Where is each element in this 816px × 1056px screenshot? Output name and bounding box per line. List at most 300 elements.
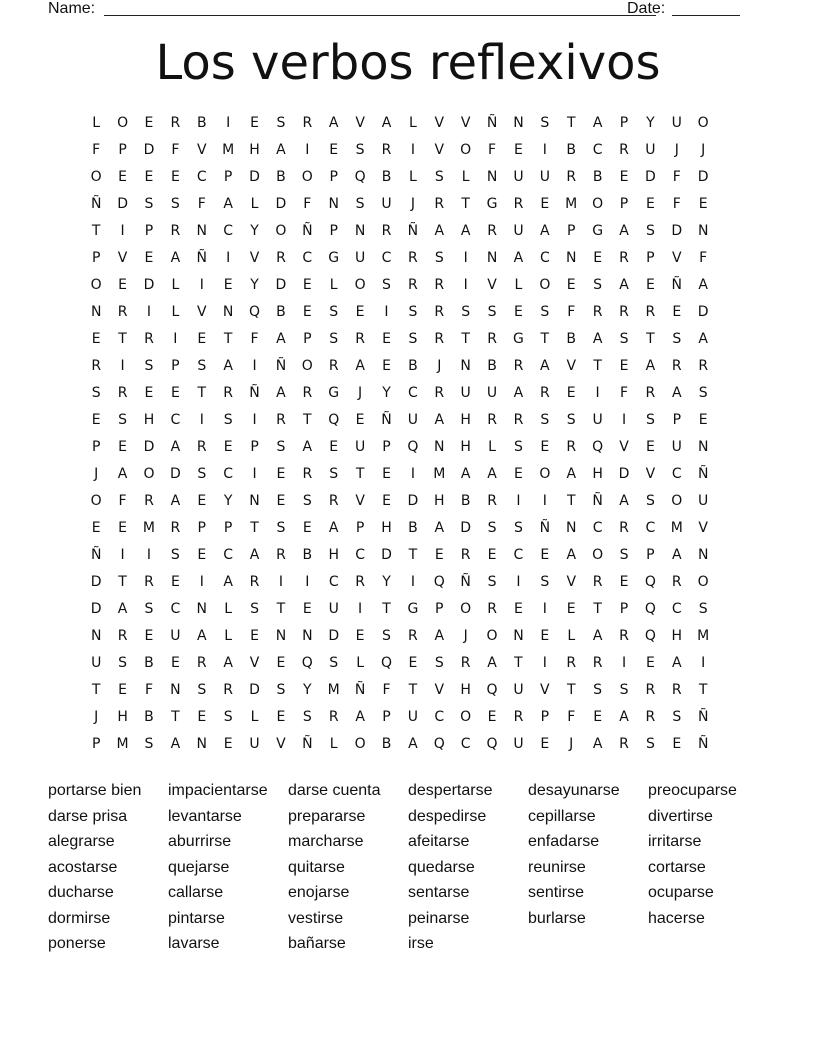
grid-cell[interactable]: S — [514, 439, 523, 455]
grid-cell[interactable]: P — [567, 223, 576, 239]
grid-cell[interactable]: R — [619, 250, 629, 266]
grid-cell[interactable]: S — [382, 628, 391, 644]
grid-cell[interactable]: S — [197, 466, 207, 482]
grid-cell[interactable]: R — [434, 331, 445, 347]
grid-cell[interactable]: F — [303, 196, 312, 212]
grid-cell[interactable]: R — [302, 115, 313, 131]
grid-cell[interactable]: S — [540, 412, 550, 428]
grid-cell[interactable]: D — [381, 547, 392, 563]
grid-cell[interactable]: A — [698, 331, 708, 347]
grid-cell[interactable]: H — [117, 709, 128, 725]
grid-cell[interactable]: P — [250, 439, 259, 455]
grid-cell[interactable]: E — [118, 682, 128, 698]
grid-cell[interactable]: M — [116, 736, 129, 752]
grid-cell[interactable]: E — [276, 493, 286, 509]
grid-cell[interactable]: C — [223, 466, 234, 482]
grid-cell[interactable]: H — [460, 682, 471, 698]
grid-cell[interactable]: I — [252, 358, 257, 374]
grid-cell[interactable]: C — [671, 601, 682, 617]
grid-cell[interactable]: M — [222, 142, 235, 158]
grid-cell[interactable]: T — [118, 574, 127, 590]
grid-cell[interactable]: S — [645, 412, 655, 428]
grid-cell[interactable]: F — [171, 142, 180, 158]
grid-cell[interactable]: I — [226, 250, 231, 266]
grid-cell[interactable]: Ñ — [381, 412, 392, 428]
grid-cell[interactable]: I — [252, 466, 257, 482]
grid-cell[interactable]: T — [593, 358, 602, 374]
grid-cell[interactable]: C — [592, 520, 603, 536]
grid-cell[interactable]: I — [120, 547, 125, 563]
grid-cell[interactable]: R — [434, 385, 445, 401]
grid-cell[interactable]: Q — [486, 682, 498, 698]
grid-cell[interactable]: B — [381, 736, 392, 752]
grid-cell[interactable]: S — [355, 196, 365, 212]
grid-cell[interactable]: E — [593, 709, 603, 725]
grid-cell[interactable]: Ñ — [486, 115, 498, 131]
grid-cell[interactable]: R — [513, 709, 524, 725]
grid-cell[interactable]: L — [408, 115, 417, 131]
grid-cell[interactable]: H — [143, 412, 155, 428]
grid-cell[interactable]: E — [698, 412, 708, 428]
grid-cell[interactable]: B — [276, 169, 286, 185]
grid-cell[interactable]: Ñ — [302, 736, 313, 752]
grid-cell[interactable]: E — [355, 628, 365, 644]
grid-cell[interactable]: S — [487, 574, 497, 590]
grid-cell[interactable]: E — [197, 331, 207, 347]
grid-cell[interactable]: U — [354, 439, 366, 455]
grid-cell[interactable]: S — [540, 304, 550, 320]
grid-cell[interactable]: Q — [433, 736, 445, 752]
grid-cell[interactable]: S — [645, 493, 655, 509]
grid-cell[interactable]: A — [276, 385, 286, 401]
grid-cell[interactable]: S — [276, 115, 286, 131]
grid-cell[interactable]: J — [94, 466, 99, 482]
grid-cell[interactable]: R — [196, 655, 207, 671]
grid-cell[interactable]: A — [487, 655, 497, 671]
grid-cell[interactable]: E — [223, 736, 233, 752]
grid-cell[interactable]: T — [566, 682, 576, 698]
grid-cell[interactable]: A — [355, 358, 365, 374]
grid-cell[interactable]: V — [672, 250, 682, 266]
grid-cell[interactable]: M — [327, 682, 340, 698]
grid-cell[interactable]: S — [223, 412, 233, 428]
grid-cell[interactable]: E — [91, 412, 101, 428]
grid-cell[interactable]: F — [699, 250, 708, 266]
grid-cell[interactable]: J — [437, 358, 442, 374]
grid-cell[interactable]: H — [460, 439, 471, 455]
grid-cell[interactable]: U — [460, 385, 471, 401]
grid-cell[interactable]: N — [697, 547, 709, 563]
grid-cell[interactable]: U — [513, 682, 524, 698]
grid-cell[interactable]: E — [276, 655, 286, 671]
grid-cell[interactable]: Y — [223, 493, 233, 509]
grid-cell[interactable]: E — [540, 547, 550, 563]
grid-cell[interactable]: V — [196, 304, 207, 320]
grid-cell[interactable]: P — [303, 331, 312, 347]
grid-cell[interactable]: M — [697, 628, 710, 644]
grid-cell[interactable]: T — [91, 223, 101, 239]
grid-cell[interactable]: Ñ — [697, 709, 709, 725]
grid-cell[interactable]: I — [542, 655, 547, 671]
grid-cell[interactable]: S — [408, 304, 418, 320]
grid-cell[interactable]: I — [463, 250, 468, 266]
grid-cell[interactable]: S — [382, 277, 391, 293]
grid-cell[interactable]: R — [196, 439, 207, 455]
grid-cell[interactable]: J — [463, 628, 468, 644]
grid-cell[interactable]: B — [408, 520, 418, 536]
grid-cell[interactable]: A — [434, 412, 445, 428]
grid-cell[interactable]: I — [463, 277, 468, 293]
grid-cell[interactable]: T — [91, 682, 101, 698]
grid-cell[interactable]: A — [566, 547, 577, 563]
grid-cell[interactable]: R — [408, 277, 418, 293]
grid-cell[interactable]: H — [381, 520, 392, 536]
grid-cell[interactable]: N — [222, 304, 234, 320]
grid-cell[interactable]: E — [619, 169, 629, 185]
grid-cell[interactable]: O — [354, 736, 366, 752]
grid-cell[interactable]: O — [460, 709, 472, 725]
grid-cell[interactable]: P — [329, 169, 338, 185]
grid-cell[interactable]: V — [460, 115, 471, 131]
grid-cell[interactable]: R — [170, 115, 181, 131]
grid-cell[interactable]: R — [619, 304, 629, 320]
grid-cell[interactable]: I — [199, 412, 204, 428]
grid-cell[interactable]: Ñ — [407, 223, 419, 239]
grid-cell[interactable]: C — [539, 250, 550, 266]
grid-cell[interactable]: E — [672, 736, 682, 752]
grid-cell[interactable]: R — [328, 709, 339, 725]
grid-cell[interactable]: C — [645, 520, 656, 536]
grid-cell[interactable]: A — [170, 439, 181, 455]
grid-cell[interactable]: T — [303, 412, 312, 428]
grid-cell[interactable]: S — [144, 196, 154, 212]
grid-cell[interactable]: C — [460, 736, 471, 752]
grid-cell[interactable]: U — [513, 736, 524, 752]
grid-cell[interactable]: S — [698, 601, 708, 617]
grid-cell[interactable]: C — [381, 250, 392, 266]
grid-cell[interactable]: T — [408, 547, 418, 563]
grid-cell[interactable]: T — [646, 331, 655, 347]
grid-cell[interactable]: A — [619, 277, 629, 293]
grid-cell[interactable]: S — [461, 304, 471, 320]
grid-cell[interactable]: A — [434, 628, 445, 644]
grid-cell[interactable]: N — [486, 250, 498, 266]
grid-cell[interactable]: F — [567, 304, 576, 320]
grid-cell[interactable]: B — [144, 709, 154, 725]
grid-cell[interactable]: A — [408, 736, 418, 752]
grid-cell[interactable]: S — [566, 412, 576, 428]
grid-cell[interactable]: E — [250, 115, 259, 131]
grid-cell[interactable]: C — [196, 169, 207, 185]
grid-cell[interactable]: S — [593, 277, 603, 293]
grid-cell[interactable]: N — [513, 628, 524, 644]
grid-cell[interactable]: R — [223, 385, 234, 401]
grid-cell[interactable]: V — [540, 682, 550, 698]
grid-cell[interactable]: F — [250, 331, 259, 347]
grid-cell[interactable]: A — [698, 277, 708, 293]
grid-cell[interactable]: C — [592, 142, 603, 158]
grid-cell[interactable]: T — [118, 331, 127, 347]
grid-cell[interactable]: F — [619, 385, 629, 401]
grid-cell[interactable]: E — [144, 628, 154, 644]
grid-cell[interactable]: R — [645, 709, 656, 725]
grid-cell[interactable]: D — [328, 628, 340, 644]
grid-cell[interactable]: O — [275, 223, 287, 239]
grid-cell[interactable]: F — [488, 142, 497, 158]
grid-cell[interactable]: N — [354, 223, 366, 239]
grid-cell[interactable]: V — [619, 439, 629, 455]
grid-cell[interactable]: L — [171, 277, 180, 293]
grid-cell[interactable]: L — [408, 169, 417, 185]
grid-cell[interactable]: R — [170, 223, 181, 239]
grid-cell[interactable]: S — [118, 412, 128, 428]
grid-cell[interactable]: N — [434, 439, 445, 455]
grid-cell[interactable]: S — [144, 601, 154, 617]
grid-cell[interactable]: R — [513, 412, 524, 428]
grid-cell[interactable]: H — [592, 466, 603, 482]
grid-cell[interactable]: O — [697, 115, 709, 131]
grid-cell[interactable]: O — [460, 601, 472, 617]
grid-cell[interactable]: V — [355, 115, 365, 131]
grid-cell[interactable]: Y — [250, 223, 259, 239]
grid-cell[interactable]: E — [197, 709, 207, 725]
grid-cell[interactable]: E — [566, 385, 576, 401]
grid-cell[interactable]: E — [382, 358, 391, 374]
grid-cell[interactable]: V — [645, 466, 656, 482]
grid-cell[interactable]: A — [540, 223, 550, 239]
grid-cell[interactable]: R — [144, 574, 154, 590]
grid-cell[interactable]: Q — [592, 439, 604, 455]
grid-cell[interactable]: V — [434, 142, 445, 158]
grid-cell[interactable]: S — [197, 682, 207, 698]
grid-cell[interactable]: I — [384, 304, 389, 320]
grid-cell[interactable]: T — [566, 115, 576, 131]
grid-cell[interactable]: U — [381, 196, 392, 212]
grid-cell[interactable]: R — [619, 142, 629, 158]
grid-cell[interactable]: Y — [250, 277, 259, 293]
grid-cell[interactable]: B — [592, 169, 603, 185]
grid-cell[interactable]: I — [516, 574, 521, 590]
grid-cell[interactable]: J — [94, 709, 99, 725]
grid-cell[interactable]: U — [539, 169, 550, 185]
grid-cell[interactable]: S — [144, 358, 154, 374]
grid-cell[interactable]: U — [645, 142, 656, 158]
grid-cell[interactable]: A — [566, 466, 577, 482]
grid-cell[interactable]: L — [329, 736, 338, 752]
grid-cell[interactable]: A — [487, 466, 497, 482]
grid-cell[interactable]: T — [461, 331, 470, 347]
grid-cell[interactable]: C — [434, 709, 445, 725]
grid-cell[interactable]: E — [408, 655, 418, 671]
grid-cell[interactable]: R — [355, 331, 365, 347]
grid-cell[interactable]: P — [619, 196, 629, 212]
grid-cell[interactable]: Q — [380, 655, 392, 671]
grid-cell[interactable]: E — [540, 439, 550, 455]
grid-cell[interactable]: Ñ — [460, 574, 471, 590]
grid-cell[interactable]: A — [276, 142, 286, 158]
grid-cell[interactable]: L — [356, 655, 364, 671]
grid-cell[interactable]: D — [460, 520, 472, 536]
grid-cell[interactable]: R — [460, 547, 471, 563]
grid-cell[interactable]: E — [144, 169, 154, 185]
grid-cell[interactable]: Q — [407, 439, 419, 455]
grid-cell[interactable]: E — [197, 547, 207, 563]
grid-cell[interactable]: B — [487, 358, 497, 374]
grid-cell[interactable]: D — [143, 277, 155, 293]
grid-cell[interactable]: R — [645, 385, 656, 401]
grid-cell[interactable]: D — [697, 169, 709, 185]
grid-cell[interactable]: R — [645, 304, 656, 320]
grid-cell[interactable]: P — [382, 709, 391, 725]
grid-cell[interactable]: A — [170, 250, 181, 266]
grid-cell[interactable]: E — [619, 358, 629, 374]
grid-cell[interactable]: E — [118, 439, 128, 455]
grid-cell[interactable]: T — [276, 601, 286, 617]
grid-cell[interactable]: O — [301, 169, 313, 185]
grid-cell[interactable]: D — [169, 466, 181, 482]
grid-cell[interactable]: N — [196, 601, 207, 617]
grid-cell[interactable]: Q — [354, 169, 366, 185]
grid-cell[interactable]: R — [513, 358, 524, 374]
grid-cell[interactable]: S — [645, 736, 655, 752]
grid-cell[interactable]: R — [619, 736, 629, 752]
grid-cell[interactable]: E — [118, 277, 128, 293]
grid-cell[interactable]: A — [249, 547, 260, 563]
grid-cell[interactable]: R — [117, 385, 128, 401]
grid-cell[interactable]: R — [487, 412, 497, 428]
grid-cell[interactable]: S — [223, 709, 233, 725]
grid-cell[interactable]: D — [143, 142, 155, 158]
grid-cell[interactable]: D — [249, 169, 260, 185]
grid-cell[interactable]: E — [144, 385, 154, 401]
grid-cell[interactable]: I — [173, 331, 178, 347]
grid-cell[interactable]: C — [223, 223, 234, 239]
grid-cell[interactable]: E — [276, 466, 286, 482]
grid-cell[interactable]: J — [674, 142, 679, 158]
grid-cell[interactable]: G — [486, 196, 498, 212]
grid-cell[interactable]: G — [592, 223, 604, 239]
grid-cell[interactable]: J — [410, 196, 415, 212]
grid-cell[interactable]: M — [433, 466, 446, 482]
grid-cell[interactable]: Ñ — [354, 682, 366, 698]
grid-cell[interactable]: I — [120, 223, 125, 239]
grid-cell[interactable]: T — [355, 466, 365, 482]
grid-cell[interactable]: F — [672, 196, 681, 212]
grid-cell[interactable]: R — [302, 385, 313, 401]
grid-cell[interactable]: I — [305, 142, 310, 158]
grid-cell[interactable]: O — [539, 466, 551, 482]
grid-cell[interactable]: E — [540, 736, 550, 752]
grid-cell[interactable]: U — [407, 412, 418, 428]
grid-cell[interactable]: L — [567, 628, 576, 644]
grid-cell[interactable]: I — [542, 142, 547, 158]
grid-cell[interactable]: O — [671, 493, 683, 509]
grid-cell[interactable]: S — [408, 331, 418, 347]
grid-cell[interactable]: B — [196, 115, 207, 131]
grid-cell[interactable]: O — [592, 196, 604, 212]
grid-cell[interactable]: S — [645, 223, 655, 239]
grid-cell[interactable]: S — [144, 736, 154, 752]
grid-cell[interactable]: B — [566, 142, 577, 158]
grid-cell[interactable]: S — [329, 304, 339, 320]
grid-cell[interactable]: E — [197, 493, 207, 509]
grid-cell[interactable]: I — [120, 358, 125, 374]
grid-cell[interactable]: C — [170, 412, 181, 428]
grid-cell[interactable]: T — [171, 709, 180, 725]
grid-cell[interactable]: U — [698, 493, 709, 509]
grid-cell[interactable]: R — [223, 682, 234, 698]
grid-cell[interactable]: S — [672, 709, 682, 725]
grid-cell[interactable]: O — [697, 574, 709, 590]
grid-cell[interactable]: I — [410, 466, 415, 482]
grid-cell[interactable]: G — [513, 331, 524, 347]
grid-cell[interactable]: D — [143, 439, 155, 455]
grid-cell[interactable]: R — [249, 574, 260, 590]
grid-cell[interactable]: O — [301, 358, 313, 374]
grid-cell[interactable]: L — [224, 628, 233, 644]
grid-cell[interactable]: R — [566, 655, 577, 671]
grid-cell[interactable]: U — [671, 439, 682, 455]
grid-cell[interactable]: S — [487, 520, 497, 536]
grid-cell[interactable]: V — [487, 277, 497, 293]
grid-cell[interactable]: N — [170, 682, 181, 698]
grid-cell[interactable]: E — [170, 655, 180, 671]
grid-cell[interactable]: E — [144, 115, 154, 131]
grid-cell[interactable]: E — [170, 385, 180, 401]
grid-cell[interactable]: E — [91, 331, 101, 347]
grid-cell[interactable]: S — [170, 547, 180, 563]
grid-cell[interactable]: L — [171, 304, 180, 320]
grid-cell[interactable]: P — [197, 520, 206, 536]
grid-cell[interactable]: R — [117, 304, 128, 320]
grid-cell[interactable]: I — [542, 601, 547, 617]
grid-cell[interactable]: A — [672, 385, 682, 401]
grid-cell[interactable]: E — [91, 520, 101, 536]
grid-cell[interactable]: B — [302, 547, 313, 563]
grid-cell[interactable]: A — [592, 736, 603, 752]
grid-cell[interactable]: Ñ — [697, 736, 709, 752]
grid-cell[interactable]: S — [619, 682, 629, 698]
grid-cell[interactable]: R — [276, 547, 286, 563]
grid-cell[interactable]: Q — [249, 304, 261, 320]
grid-cell[interactable]: A — [460, 466, 471, 482]
grid-cell[interactable]: P — [118, 142, 127, 158]
grid-cell[interactable]: L — [488, 439, 496, 455]
grid-cell[interactable]: S — [329, 655, 339, 671]
grid-cell[interactable]: A — [540, 358, 550, 374]
grid-cell[interactable]: A — [619, 493, 629, 509]
grid-cell[interactable]: A — [223, 655, 233, 671]
grid-cell[interactable]: R — [328, 493, 339, 509]
grid-cell[interactable]: Q — [644, 574, 656, 590]
grid-cell[interactable]: P — [619, 115, 629, 131]
date-field-line[interactable] — [672, 15, 740, 16]
grid-cell[interactable]: H — [249, 142, 260, 158]
grid-cell[interactable]: Ñ — [539, 520, 551, 536]
grid-cell[interactable]: C — [328, 574, 339, 590]
grid-cell[interactable]: P — [540, 709, 550, 725]
grid-cell[interactable]: N — [460, 358, 471, 374]
grid-cell[interactable]: N — [486, 169, 498, 185]
grid-cell[interactable]: D — [697, 304, 709, 320]
grid-cell[interactable]: R — [381, 142, 392, 158]
grid-cell[interactable]: T — [514, 655, 523, 671]
grid-cell[interactable]: R — [487, 223, 497, 239]
grid-cell[interactable]: R — [276, 250, 286, 266]
grid-cell[interactable]: R — [513, 196, 524, 212]
grid-cell[interactable]: L — [461, 169, 470, 185]
grid-cell[interactable]: T — [566, 493, 576, 509]
